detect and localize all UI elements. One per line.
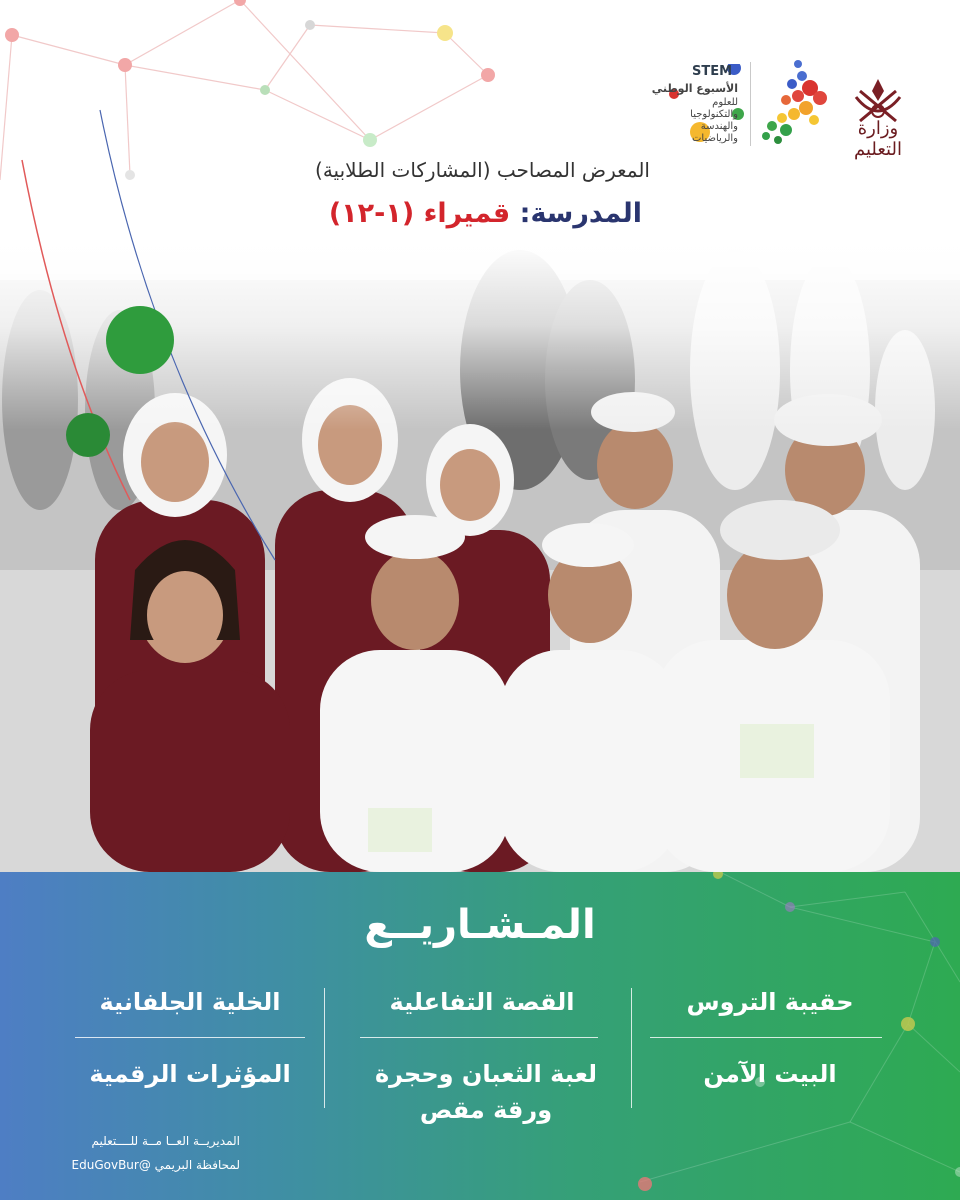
school-label: المدرسة: <box>519 198 642 229</box>
header <box>0 0 960 250</box>
project-snake-game: لعبة الثعبان وحجرة ورقة مقص <box>374 1060 598 1124</box>
stem-line-4: والهندسة <box>700 121 738 132</box>
projects-panel <box>0 872 960 1200</box>
project-galvanic-cell: الخلية الجلفانية <box>99 988 281 1016</box>
separator-middle <box>360 1037 598 1038</box>
stem-line-1: الأسبوع الوطني <box>651 82 738 95</box>
oman-dots-logo-icon <box>758 58 832 150</box>
projects-title: المـشـاريــع <box>364 902 596 948</box>
vertical-separator-right <box>631 988 632 1108</box>
project-safe-house: البيت الآمن <box>703 1060 837 1088</box>
stem-line-3: والتكنولوجيا <box>690 109 738 120</box>
separator-right <box>650 1037 882 1038</box>
exhibition-subtitle: المعرض المصاحب (المشاركات الطلابية) <box>315 158 650 182</box>
ministry-name: وزارة التعليم <box>854 118 902 160</box>
stem-title: STEM <box>692 64 733 79</box>
footer-directorate: المديريــة العــا مــة للــــتعليم <box>91 1134 240 1148</box>
stem-line-2: للعلوم <box>712 97 738 108</box>
project-interactive-story: القصة التفاعلية <box>389 988 575 1016</box>
school-name: قميراء (١-١٢) <box>328 198 511 229</box>
logo-divider <box>750 62 751 146</box>
project-gears-bag: حقيبة التروس <box>686 988 854 1016</box>
school-title <box>300 198 642 229</box>
vertical-separator-left <box>324 988 325 1108</box>
stem-line-5: والرياضيات <box>692 133 738 144</box>
project-digital-effects: المؤثرات الرقمية <box>89 1060 291 1088</box>
footer-handle: لمحافظة البريمي @EduGovBur <box>71 1158 240 1172</box>
separator-left <box>75 1037 305 1038</box>
